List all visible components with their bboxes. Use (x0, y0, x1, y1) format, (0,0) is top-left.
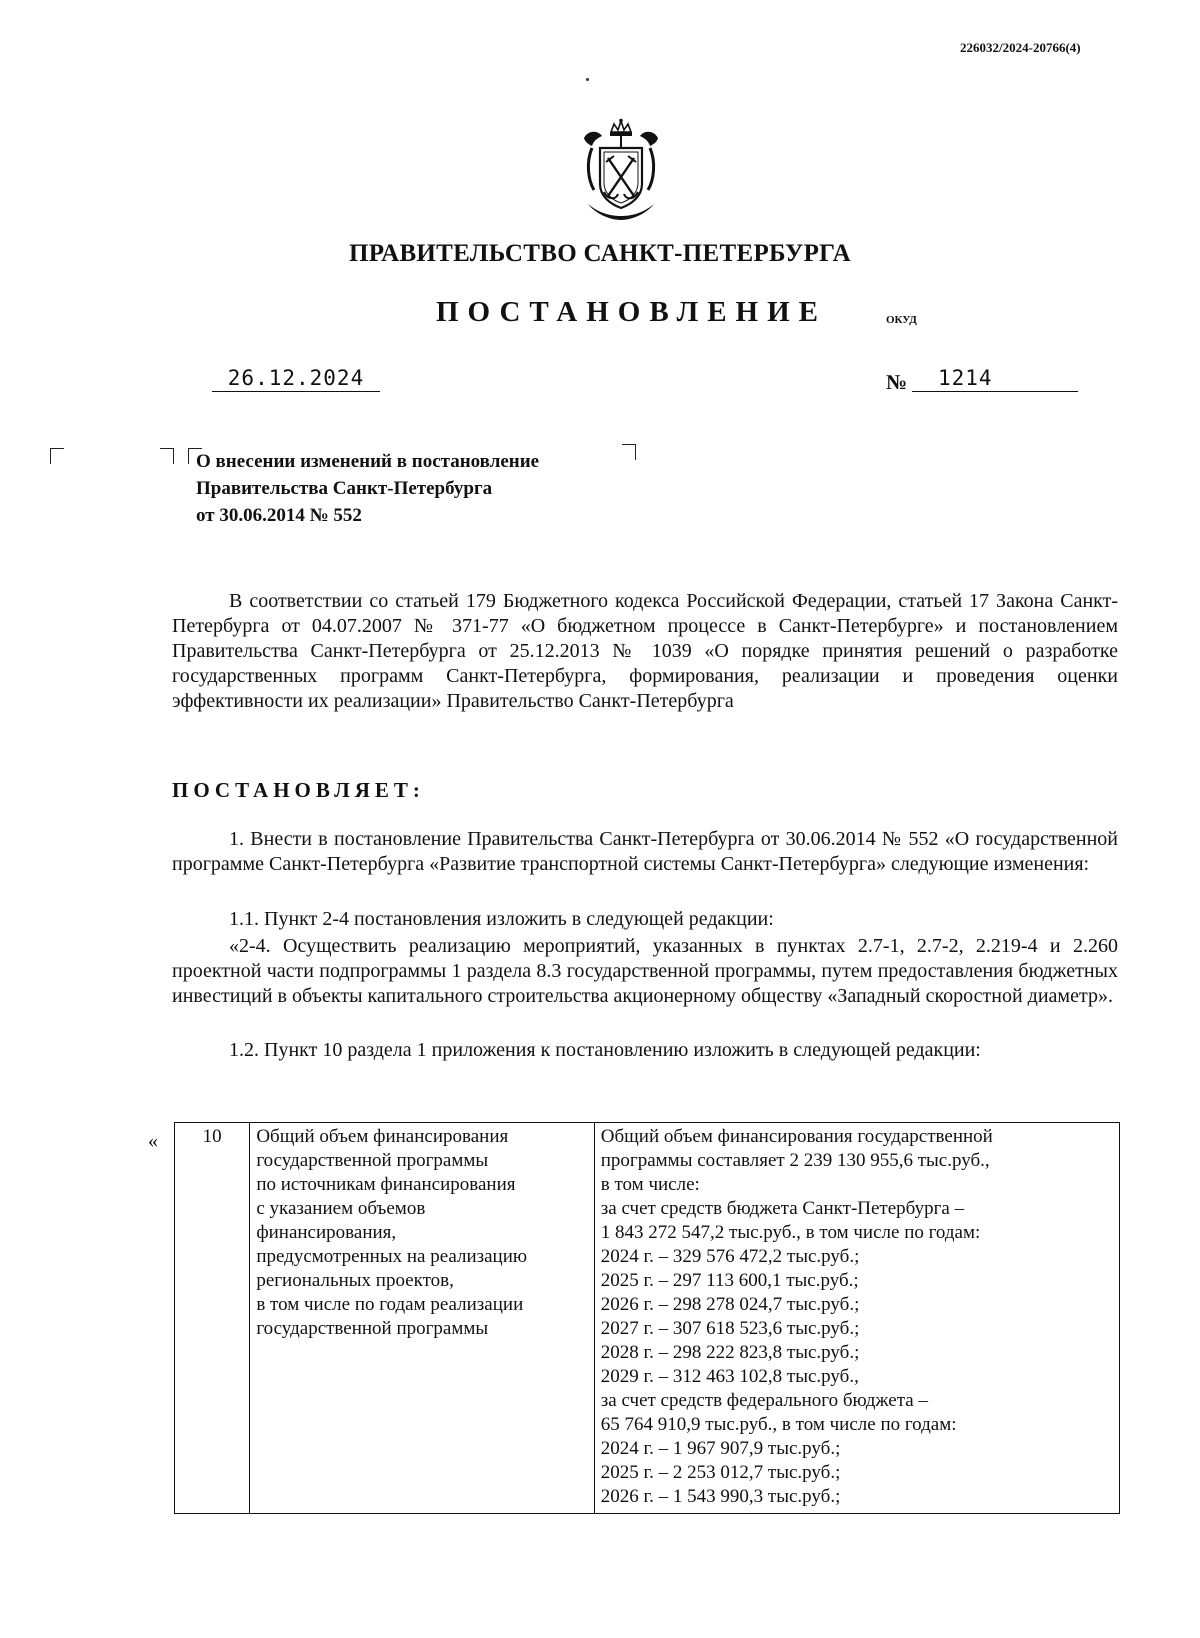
value-line: программы составляет 2 239 130 955,6 тыс.руб., (600, 1150, 990, 1171)
table-row (175, 1123, 1120, 1514)
subject-corner-mark (160, 448, 174, 464)
value-line: за счет средств федерального бюджета – (600, 1390, 928, 1411)
value-line: 2025 г. – 2 253 012,7 тыс.руб.; (600, 1462, 841, 1483)
okud-label: ОКУД (886, 314, 917, 326)
value-line: за счет средств бюджета Санкт-Петербурга – (600, 1198, 965, 1219)
row-value-cell (594, 1123, 1119, 1514)
table-open-quote: « (148, 1130, 158, 1152)
item-1-2-paragraph: 1.2. Пункт 10 раздела 1 приложения к постановлению изложить в следующей редакции: (229, 1039, 981, 1061)
subject-line: от 30.06.2014 № 552 (196, 505, 362, 526)
subject-heading (196, 448, 539, 529)
subject-line: Правительства Санкт-Петербурга (196, 478, 493, 499)
value-line: 2026 г. – 298 278 024,7 тыс.руб.; (600, 1294, 860, 1315)
label-line: государственной программы (256, 1150, 489, 1171)
document-date: 26.12.2024 (212, 366, 380, 392)
label-line: региональных проектов, (256, 1270, 454, 1291)
label-line: в том числе по годам реализации (256, 1294, 524, 1315)
value-line: 2029 г. – 312 463 102,8 тыс.руб., (600, 1366, 859, 1387)
document-type-title: ПОСТАНОВЛЕНИЕ (436, 296, 828, 328)
value-line: 2028 г. – 298 222 823,8 тыс.руб.; (600, 1342, 860, 1363)
margin-corner-mark (50, 448, 64, 464)
row-label-cell (250, 1123, 594, 1514)
value-line: 65 764 910,9 тыс.руб., в том числе по годам: (600, 1414, 957, 1435)
subject-line: О внесении изменений в постановление (196, 451, 540, 472)
label-line: финансирования, (256, 1222, 397, 1243)
subject-corner-mark (622, 444, 636, 460)
item-1-paragraph: 1. Внести в постановление Правительства Санкт-Петербурга от 30.06.2014 № 552 «О государственной программе Санкт-Петербурга «Развитие транспортной системы Санкт-Петербурга» следующие изменения: (172, 828, 1118, 875)
number-label: № (886, 370, 908, 394)
row-number-cell: 10 (175, 1123, 250, 1514)
label-line: государственной программы (256, 1318, 489, 1339)
label-line: по источникам финансирования (256, 1174, 516, 1195)
resolves-heading: ПОСТАНОВЛЯЕТ: (172, 778, 425, 802)
value-line: 2026 г. – 1 543 990,3 тыс.руб.; (600, 1486, 841, 1507)
preamble-paragraph: В соответствии со статьей 179 Бюджетного кодекса Российской Федерации, статьей 17 Закона Санкт-Петербурга от 04.07.2007 № 371-77 «О бюджетном процессе в Санкт-Петербурге» и постановлением Правительства Санкт-Петербурга от 25.12.2013 № 1039 «О порядке принятия решений о разработке государственных программ Санкт-Петербурга, формирования, реализации и проведения оценки эффективности их реализации» Правительство Санкт-Петербурга (172, 590, 1118, 712)
label-line: предусмотренных на реализацию (256, 1246, 528, 1267)
value-line: 2024 г. – 1 967 907,9 тыс.руб.; (600, 1438, 841, 1459)
government-title: ПРАВИТЕЛЬСТВО САНКТ-ПЕТЕРБУРГА (348, 240, 852, 267)
item-1-1-paragraph: 1.1. Пункт 2-4 постановления изложить в следующей редакции: (229, 908, 774, 930)
document-number: 1214 (912, 366, 1078, 392)
document-id: 226032/2024-20766(4) (960, 40, 1081, 55)
value-line: 2024 г. – 329 576 472,2 тыс.руб.; (600, 1246, 860, 1267)
label-line: с указанием объемов (256, 1198, 426, 1219)
label-line: Общий объем финансирования (256, 1126, 509, 1147)
scan-speck (586, 78, 589, 81)
value-line: Общий объем финансирования государственной (600, 1126, 993, 1147)
value-line: в том числе: (600, 1174, 700, 1195)
coat-of-arms-icon (578, 118, 664, 222)
financing-table (174, 1122, 1120, 1514)
item-1-1-text-paragraph: «2-4. Осуществить реализацию мероприятий, указанных в пунктах 2.7-1, 2.7-2, 2.219-4 и 2.260 проектной части подпрограммы 1 раздела 8.3 государственной программы, путем предоставления бюджетных инвестиций в объекты капитального строительства акционерному обществу «Западный скоростной диаметр». (172, 935, 1118, 1007)
value-line: 1 843 272 547,2 тыс.руб., в том числе по годам: (600, 1222, 981, 1243)
value-line: 2027 г. – 307 618 523,6 тыс.руб.; (600, 1318, 860, 1339)
value-line: 2025 г. – 297 113 600,1 тыс.руб.; (600, 1270, 859, 1291)
